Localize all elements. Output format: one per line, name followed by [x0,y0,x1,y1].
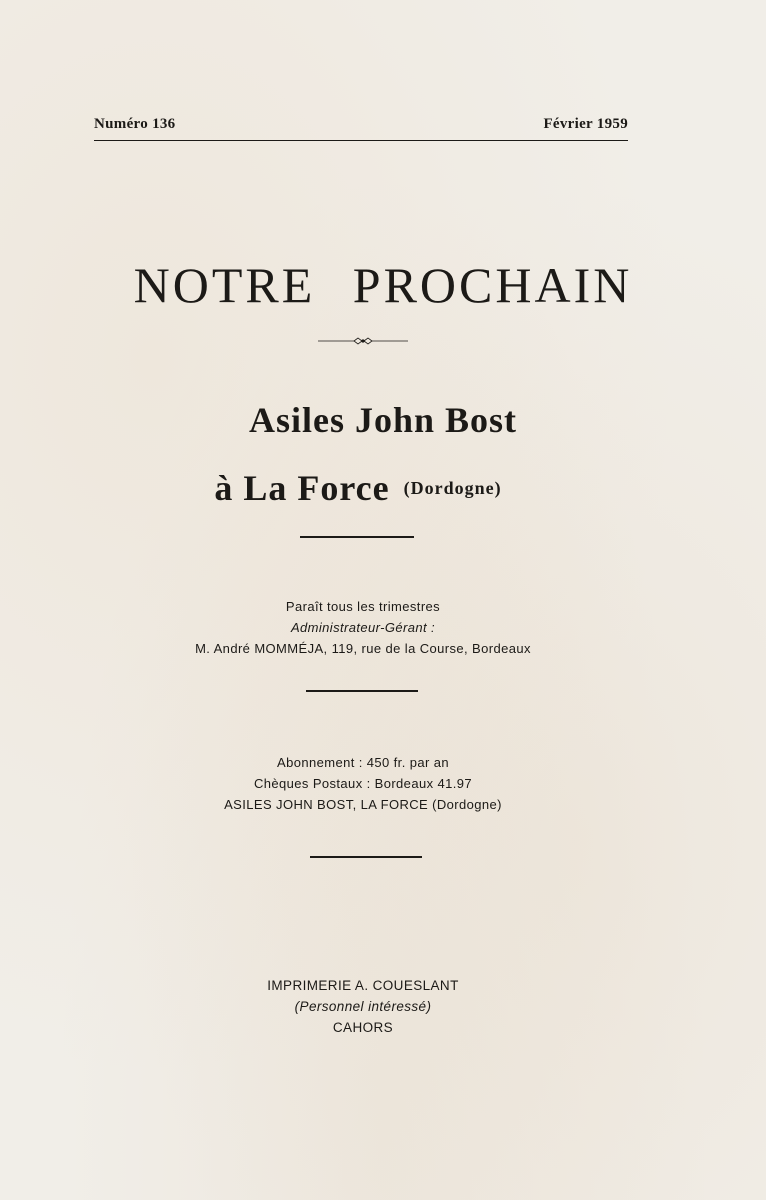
subtitle-location: à La Force [214,468,390,508]
printer-info [0,975,726,1038]
section-divider-1 [300,536,414,538]
subtitle-line-2 [0,466,716,518]
section-divider-2 [306,690,418,692]
page-title: NOTRE PROCHAIN [133,257,633,313]
publication-frequency: Paraît tous les trimestres [285,599,441,614]
printer-city: CAHORS [332,1020,394,1035]
section-divider-3 [310,856,422,858]
publication-info [0,596,726,659]
subscription-address: ASILES JOHN BOST, LA FORCE (Dordogne) [224,797,502,812]
printer-note: (Personnel intéressé) [294,999,432,1014]
header-row [94,116,628,138]
decorative-flourish-icon [318,334,408,348]
subscription-info [0,752,726,815]
subscription-price: Abonnement : 450 fr. par an [277,755,449,770]
subtitle-line-1: Asiles John Bost [248,400,518,440]
publication-role: Administrateur-Gérant : [290,620,436,635]
issue-date: Février 1959 [543,116,628,132]
subtitle-region: (Dordogne) [403,478,502,498]
publication-manager: M. André MOMMÉJA, 119, rue de la Course, Bordeaux [195,641,531,656]
subscription-postal: Chèques Postaux : Bordeaux 41.97 [253,776,473,791]
header-divider [94,140,628,141]
issue-number: Numéro 136 [94,116,176,132]
printer-name: IMPRIMERIE A. COUESLANT [267,978,459,993]
